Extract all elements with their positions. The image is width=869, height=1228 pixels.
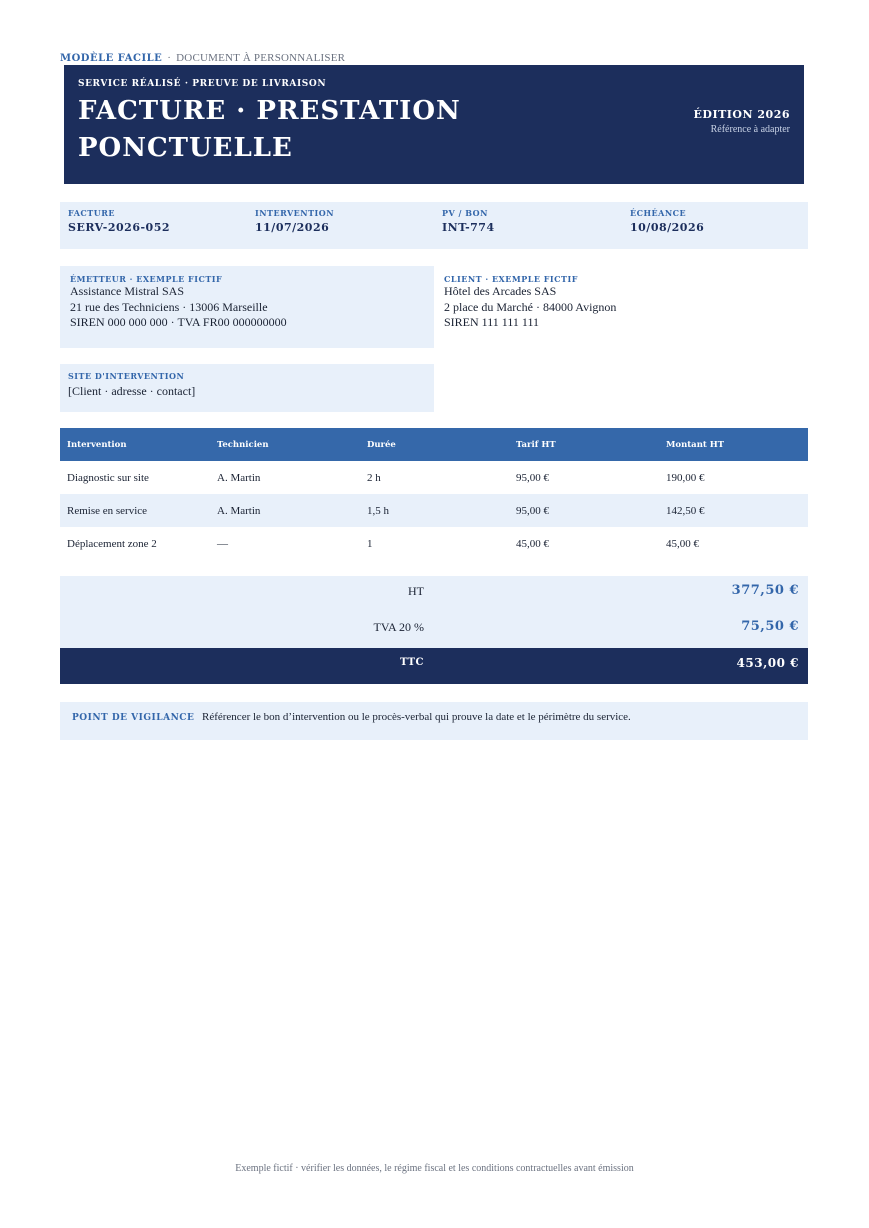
- banner-kicker: SERVICE RÉALISÉ · PREUVE DE LIVRAISON: [78, 79, 327, 89]
- cell-rate: 95,00 €: [516, 471, 549, 484]
- note-label: POINT DE VIGILANCE: [72, 713, 195, 723]
- cell-duration: 2 h: [367, 471, 381, 484]
- header-intervention: Intervention: [60, 428, 210, 461]
- cell-intervention: Diagnostic sur site: [67, 471, 149, 484]
- cell-technician: A. Martin: [210, 494, 360, 527]
- cell-amount: 45,00 €: [666, 537, 699, 550]
- header-duration: Durée: [360, 428, 509, 461]
- cell-duration: 1,5 h: [360, 494, 509, 527]
- ref-invoice-label: FACTURE: [68, 208, 115, 218]
- table-header-row: [60, 428, 808, 461]
- site-value: [Client · adresse · contact]: [68, 384, 196, 398]
- client-label: CLIENT · EXEMPLE FICTIF: [444, 274, 578, 284]
- reference-note: Référence à adapter: [710, 124, 790, 135]
- cell-rate: 45,00 €: [516, 537, 549, 550]
- table-row: [60, 527, 808, 560]
- ref-pv-bon: [442, 208, 495, 234]
- topline-separator: ·: [167, 52, 172, 64]
- ref-intervention: [255, 208, 334, 234]
- total-tva-value: 75,50 €: [741, 619, 799, 634]
- cell-duration: 1: [367, 537, 373, 550]
- document-topline: [60, 52, 345, 64]
- cell-technician: A. Martin: [217, 471, 261, 484]
- total-ttc-value: 453,00 €: [736, 656, 799, 670]
- cell-technician: —: [217, 537, 228, 550]
- cell-intervention: Déplacement zone 2: [67, 537, 157, 550]
- client-block: [434, 266, 808, 348]
- brand-label: MODÈLE FACILE: [60, 53, 163, 64]
- totals-block: [60, 576, 808, 684]
- total-ht-value: 377,50 €: [731, 583, 799, 598]
- ref-due-date: [630, 208, 704, 234]
- issuer-label: ÉMETTEUR · EXEMPLE FICTIF: [70, 274, 223, 284]
- title-banner: [64, 65, 804, 184]
- issuer-block: [60, 266, 434, 348]
- ref-intervention-label: INTERVENTION: [255, 208, 335, 218]
- total-ht-row: [60, 576, 808, 612]
- table-row: [60, 461, 808, 494]
- ref-intervention-value: 11/07/2026: [255, 221, 330, 234]
- total-ttc-row: [60, 648, 808, 684]
- line-items-table: [60, 428, 808, 560]
- note-text: Référencer le bon d’intervention ou le procès-verbal qui prouve la date et le périmètre du service.: [202, 711, 631, 723]
- total-ht-label: HT: [408, 584, 424, 598]
- total-tva-row: [60, 612, 808, 648]
- table-row: [60, 494, 808, 527]
- site-label: SITE D'INTERVENTION: [68, 371, 185, 381]
- total-ttc-label: TTC: [400, 657, 424, 668]
- ref-invoice: [68, 208, 170, 234]
- topline-tagline: DOCUMENT À PERSONNALISER: [176, 52, 346, 64]
- reference-strip: [60, 202, 808, 249]
- header-technician: Technicien: [210, 428, 360, 461]
- cell-amount: 190,00 €: [666, 471, 705, 484]
- issuer-name: Assistance Mistral SAS: [70, 284, 184, 298]
- site-block: [60, 364, 434, 412]
- ref-invoice-value: SERV-2026-052: [68, 221, 171, 234]
- cell-rate: 95,00 €: [509, 494, 659, 527]
- edition-label: ÉDITION 2026: [693, 108, 790, 121]
- ref-due-date-label: ÉCHÉANCE: [630, 208, 687, 218]
- cell-amount: 142,50 €: [659, 494, 808, 527]
- issuer-ids: SIREN 000 000 000 · TVA FR00 000000000: [70, 315, 287, 329]
- issuer-address: 21 rue des Techniciens · 13006 Marseille: [70, 299, 268, 314]
- header-rate: Tarif HT: [509, 428, 659, 461]
- total-tva-label: TVA 20 %: [373, 620, 424, 634]
- cell-intervention: Remise en service: [60, 494, 210, 527]
- client-name: Hôtel des Arcades SAS: [444, 284, 557, 298]
- ref-due-date-value: 10/08/2026: [630, 221, 705, 234]
- vigilance-note: [60, 702, 808, 740]
- client-address: 2 place du Marché · 84000 Avignon: [444, 299, 617, 314]
- ref-pv-bon-label: PV / BON: [442, 208, 488, 218]
- document-title: FACTURE · PRESTATION PONCTUELLE: [78, 96, 461, 163]
- page-footer: Exemple fictif · vérifier les données, le régime fiscal et les conditions contractuelles avant émission: [235, 1163, 634, 1174]
- ref-pv-bon-value: INT-774: [442, 221, 495, 234]
- client-ids: SIREN 111 111 111: [444, 315, 539, 329]
- header-amount: Montant HT: [659, 428, 808, 461]
